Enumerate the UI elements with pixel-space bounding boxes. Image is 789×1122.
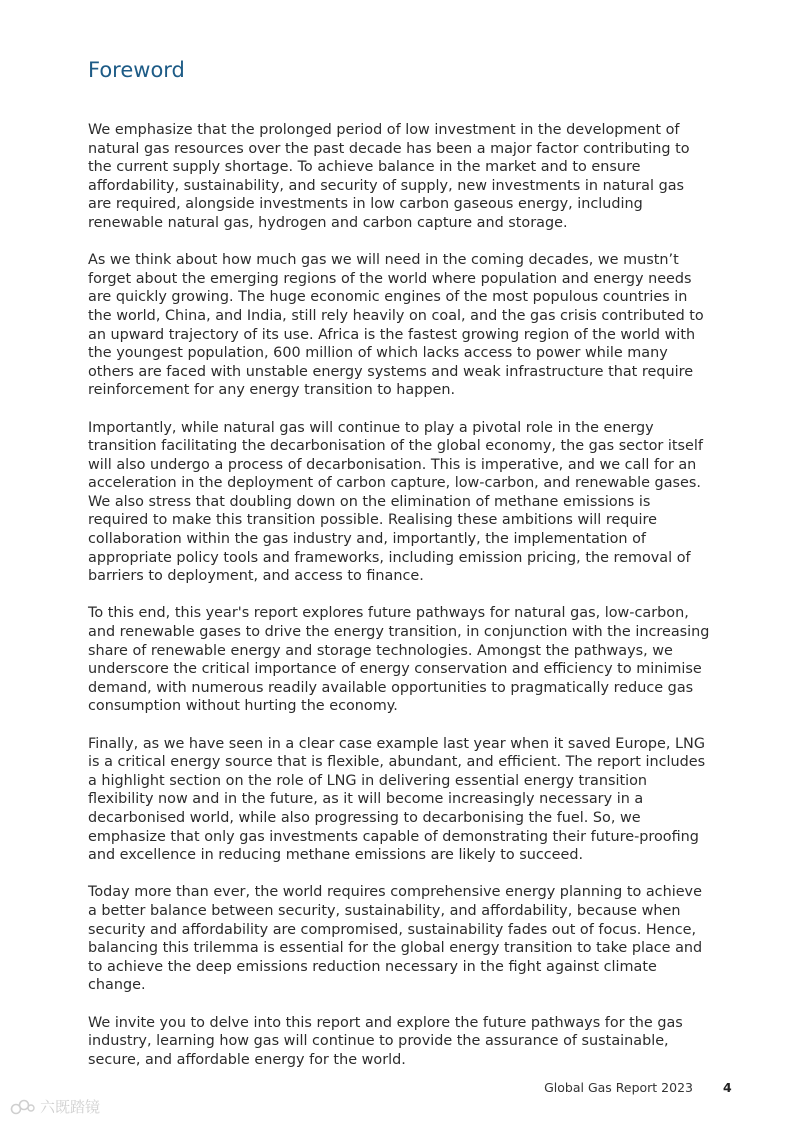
watermark-text: 六既踏镜: [40, 1098, 101, 1116]
paragraph: We invite you to delve into this report and explore the future pathways for the gas industry, learning how gas will continue to provide the assurance of sustainable, secure, and affordable energy for the world.: [88, 1014, 683, 1068]
paragraph: As we think about how much gas we will need in the coming decades, we mustn’t forget about the emerging regions of the world where population and energy needs are quickly growing. The huge economic engines of the most populous countries in the world, China, and India, still rely heavily on coal, and the gas crisis contributed to an upward trajectory of its use. Africa is the fastest growing region of the world with the youngest population, 600 million of which lacks access to power while many others are faced with unstable energy systems and weak infrastructure that require reinforcement for any energy transition to happen.: [88, 252, 704, 399]
footer-report-title: Global Gas Report 2023: [544, 1080, 693, 1095]
page-number: 4: [723, 1080, 732, 1095]
paragraph: Today more than ever, the world requires comprehensive energy planning to achieve a better balance between security, sustainability, and affordability, because when security and affordability are compromised, sustainability fades out of focus. Hence, balancing this trilemma is essential for the global energy transition to take place and to achieve the deep emissions reduction necessary in the fight against climate change.: [88, 884, 703, 994]
paragraph: We emphasize that the prolonged period of low investment in the development of natural gas resources over the past decade has been a major factor contributing to the current supply shortage. To achieve balance in the market and to ensure affordability, sustainability, and security of supply, new investments in natural gas are required, alongside investments in low carbon gaseous energy, including renewable natural gas, hydrogen and carbon capture and storage.: [88, 122, 690, 231]
page-title: Foreword: [88, 58, 185, 82]
paragraph: Finally, as we have seen in a clear case example last year when it saved Europe, LNG is a critical energy source that is flexible, abundant, and efficient. The report includes a highlight section on the role of LNG in delivering essential energy transition flexibility now and in the future, as it will become increasingly necessary in a decarbonised world, while also progressing to decarbonising the fuel. So, we emphasize that only gas investments capable of demonstrating their future-proofing and excellence in reducing methane emissions are likely to succeed.: [88, 735, 706, 864]
foreword-body: [88, 121, 710, 1088]
paragraph: Importantly, while natural gas will continue to play a pivotal role in the energy transition facilitating the decarbonisation of the global economy, the gas sector itself will also undergo a process of decarbonisation. This is imperative, and we call for an acceleration in the deployment of carbon capture, low-carbon, and renewable gases. We also stress that doubling down on the elimination of methane emissions is required to make this transition possible. Realising these ambitions will require collaboration within the gas industry and, importantly, the implementation of appropriate policy tools and frameworks, including emission pricing, the removal of barriers to deployment, and access to finance.: [88, 419, 703, 585]
watermark: [10, 1096, 100, 1117]
watermark-logo-icon: [10, 1098, 36, 1116]
paragraph: To this end, this year's report explores future pathways for natural gas, low-carbon, and renewable gases to drive the energy transition, in conjunction with the increasing share of renewable energy and storage technologies. Amongst the pathways, we underscore the critical importance of energy conservation and efficiency to minimise demand, with numerous readily available opportunities to pragmatically reduce gas consumption without hurting the economy.: [88, 605, 710, 715]
